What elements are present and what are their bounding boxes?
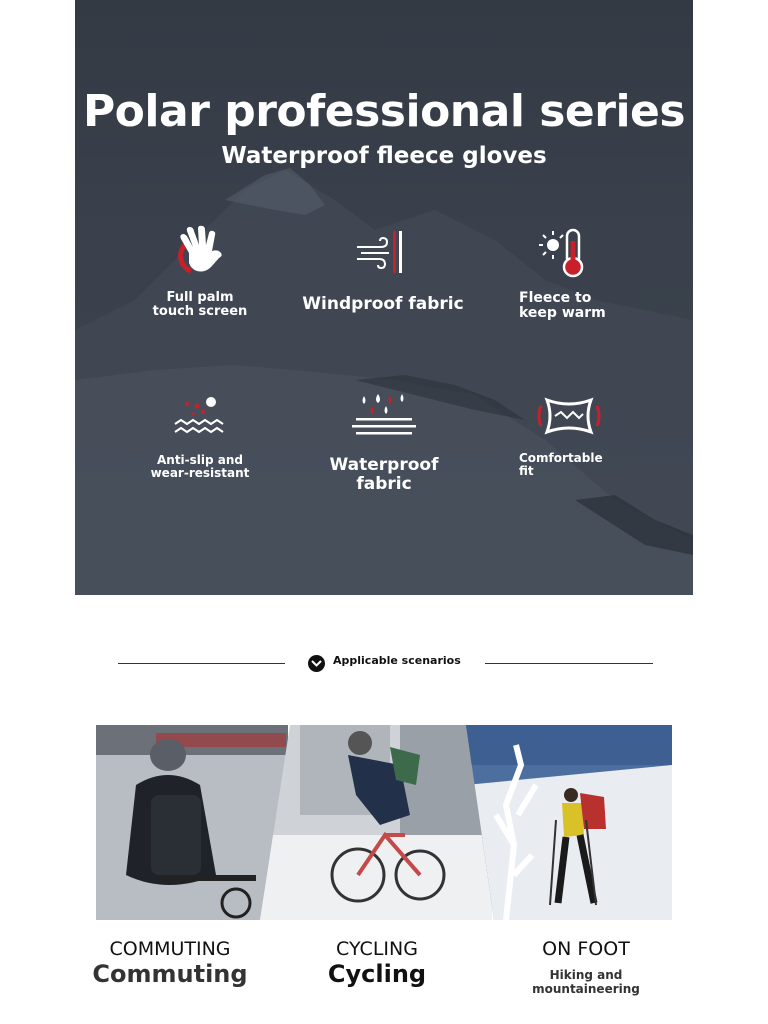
hand-touch-icon — [171, 225, 227, 277]
scenarios-header — [118, 650, 653, 676]
commuter-photo-illustration — [96, 725, 288, 920]
hero-subtitle: Waterproof fleece gloves — [221, 143, 547, 169]
hero-title: Polar professional series — [82, 86, 686, 137]
feature-label: Comfortable fit — [519, 451, 603, 479]
divider-left — [118, 663, 285, 664]
feature-waterproof — [300, 392, 470, 492]
anti-slip-icon — [173, 394, 229, 440]
feature-label: Anti-slip and wear-resistant — [150, 453, 250, 481]
divider-right — [485, 663, 653, 664]
photo-cycling — [260, 725, 492, 920]
water-drops-icon — [350, 392, 418, 438]
photo-commuting — [96, 725, 288, 920]
feature-touch-screen — [145, 225, 265, 325]
chevron-down-icon — [308, 655, 325, 672]
caption-commuting-lower: Commuting — [92, 960, 248, 988]
thermometer-sun-icon — [539, 227, 591, 279]
hiker-photo-illustration — [466, 725, 672, 920]
feature-fleece-warm — [519, 225, 639, 325]
caption-onfoot-lower: Hiking and mountaineering — [532, 968, 640, 996]
scenarios-label: Applicable scenarios — [333, 654, 461, 667]
feature-label: Waterproof fabric — [329, 455, 439, 494]
feature-windproof — [300, 225, 470, 325]
feature-label: Fleece to keep warm — [519, 290, 606, 322]
caption-cycling-upper: CYCLING — [336, 938, 418, 960]
cyclist-photo-illustration — [260, 725, 492, 920]
photo-hiking — [466, 725, 672, 920]
caption-onfoot-upper: ON FOOT — [542, 938, 630, 960]
caption-commuting-upper: COMMUTING — [109, 938, 231, 960]
caption-cycling-lower: Cycling — [327, 960, 427, 988]
feature-label: Windproof fabric — [302, 294, 464, 314]
feature-comfortable-fit — [519, 392, 639, 492]
feature-anti-slip — [145, 392, 265, 492]
wind-icon — [355, 229, 405, 275]
hero-banner — [75, 0, 693, 595]
stretch-fit-icon — [537, 394, 601, 438]
feature-label: Full palm touch screen — [152, 290, 248, 320]
